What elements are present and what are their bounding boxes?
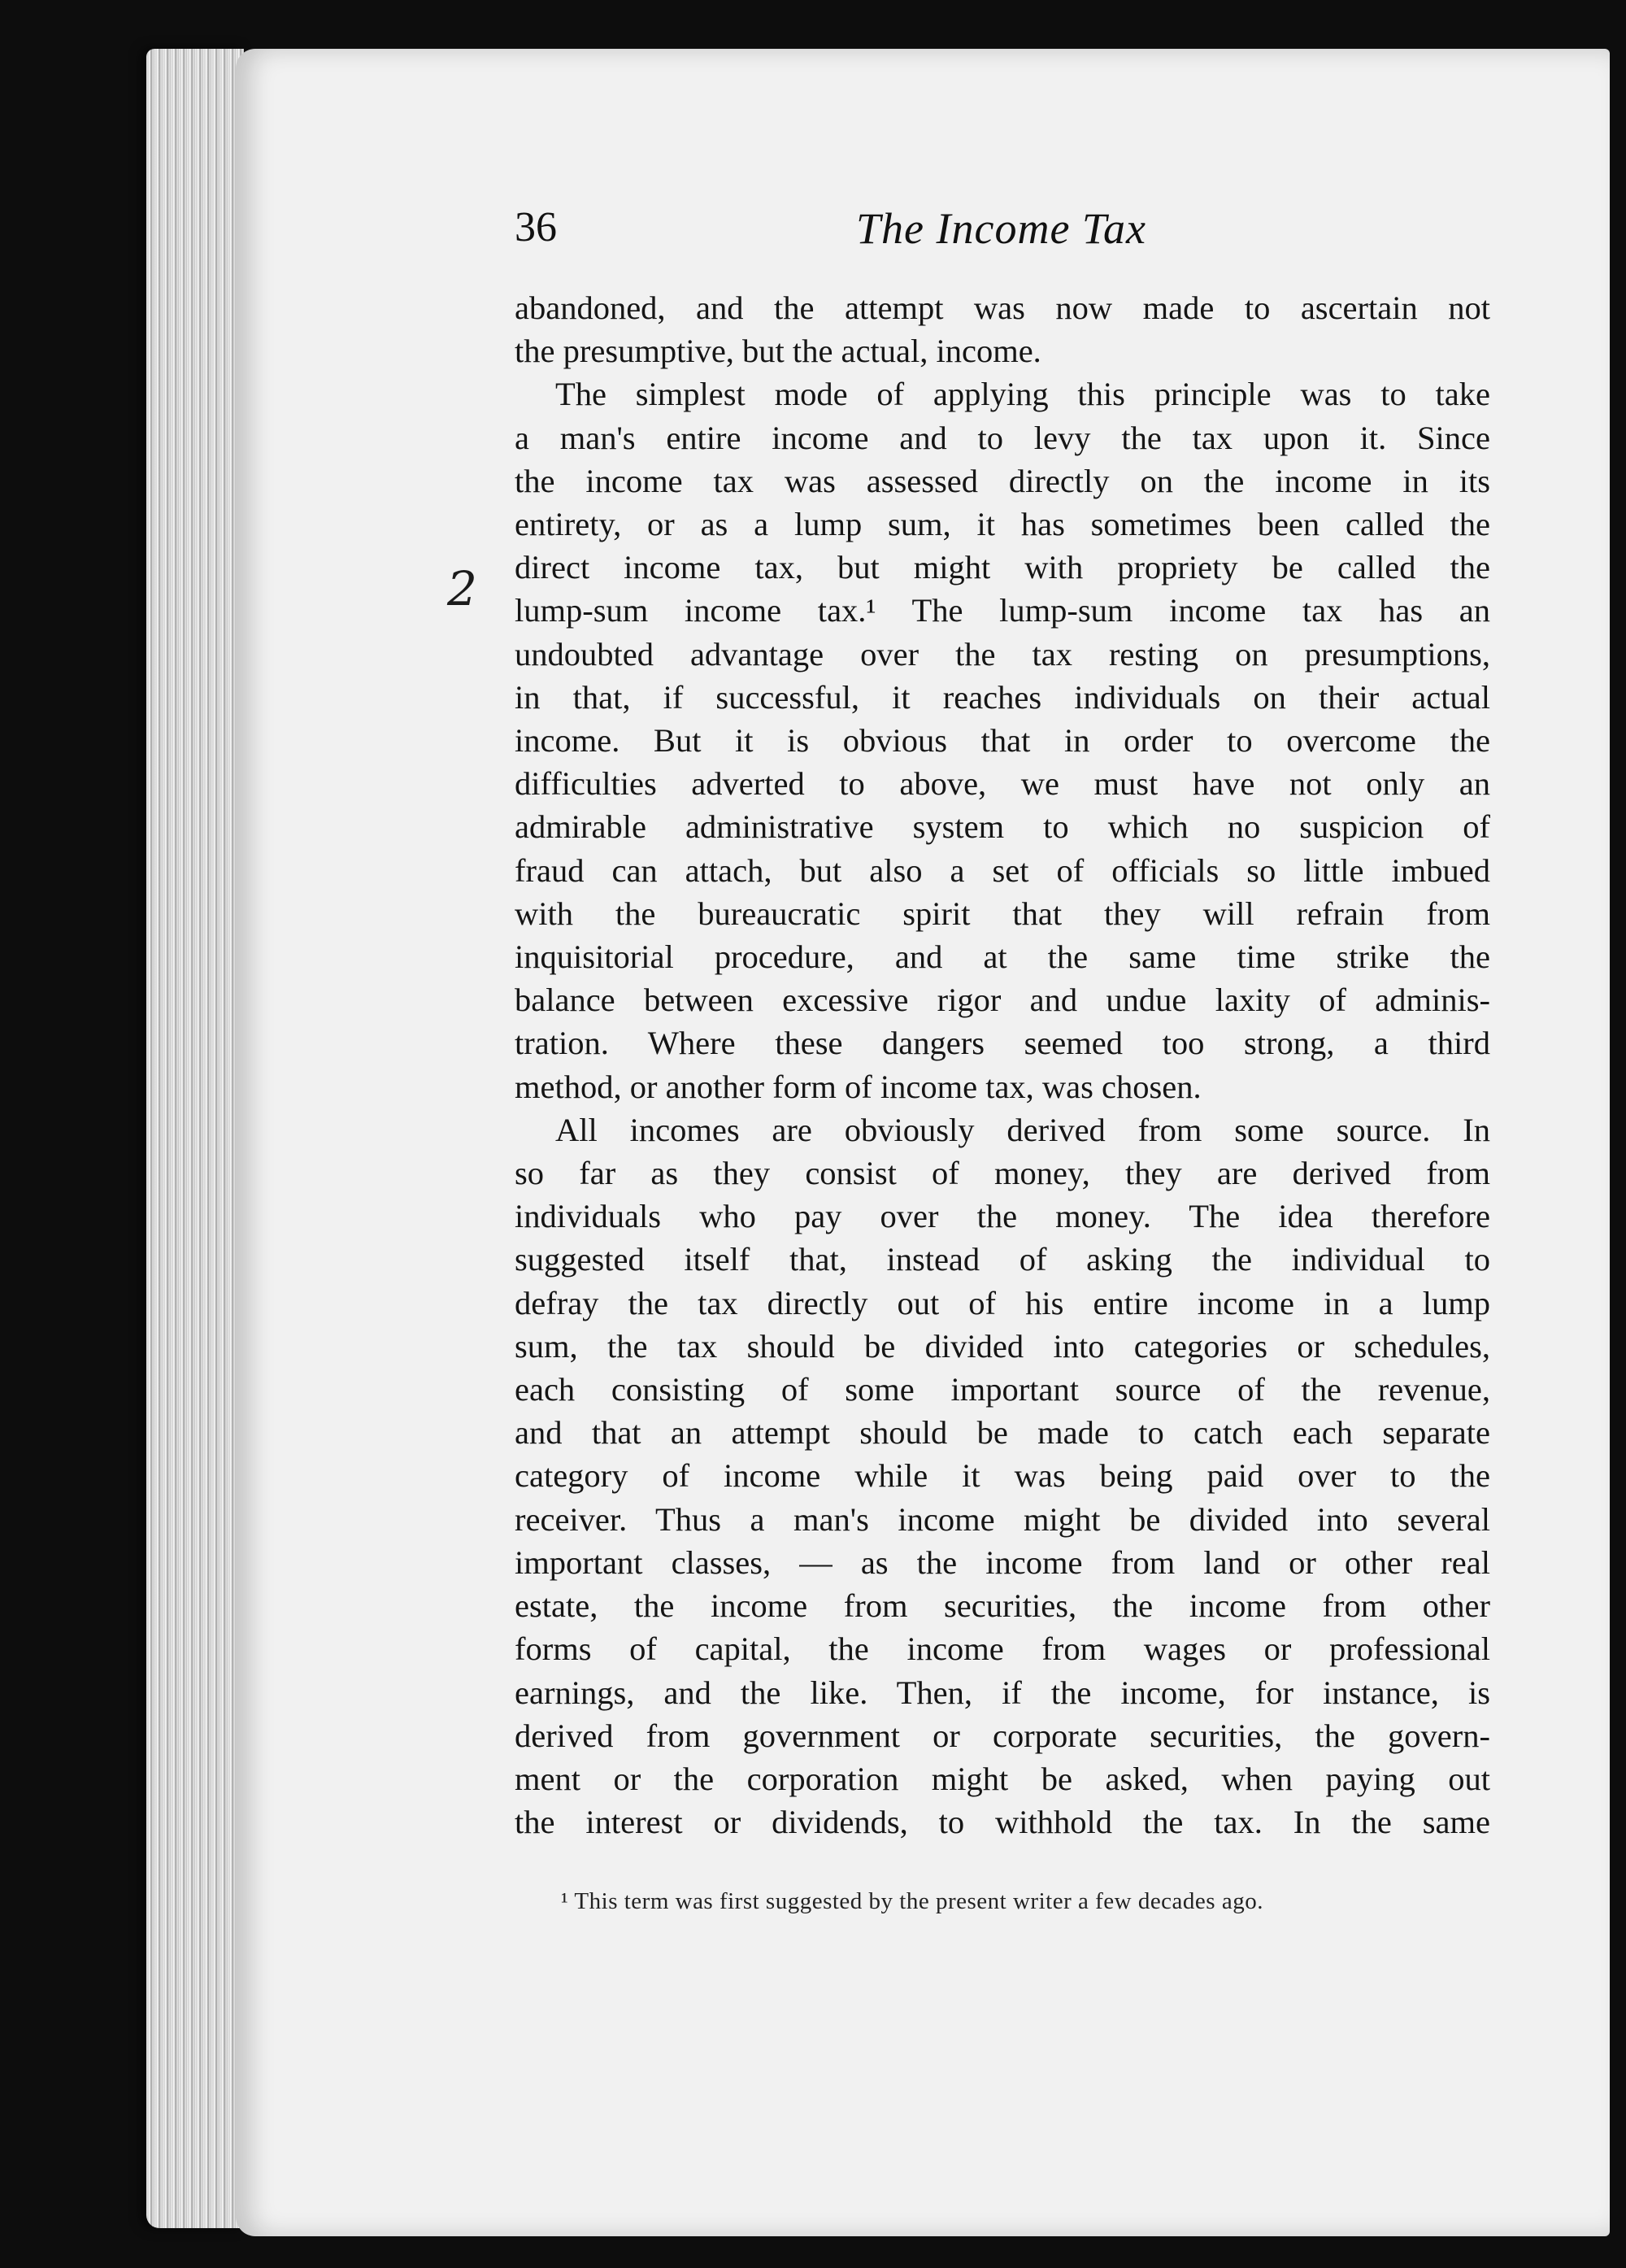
text-line: fraud can attach, but also a set of officials so little imbued [515,851,1490,889]
text-line: important classes, — as the income from land or other real [515,1543,1490,1581]
text-line: each consisting of some important source of the revenue, [515,1371,1490,1408]
text-line: inquisitorial procedure, and at the same time strike the [515,938,1490,976]
book-page-edges [146,49,244,2228]
text-line: difficulties adverted to above, we must have not only an [515,765,1490,803]
text-line: ment or the corporation might be asked, when paying out [515,1760,1490,1797]
text-line: and that an attempt should be made to catch each separate [515,1414,1490,1452]
text-line: the income tax was assessed directly on the income in its [515,462,1490,499]
text-line: the presumptive, but the actual, income. [515,333,1041,370]
text-line: direct income tax, but might with propriety be called the [515,549,1490,586]
page-header [515,203,1490,268]
text-line: estate, the income from securities, the income from other [515,1587,1490,1625]
text-line: so far as they consist of money, they are derived from [515,1155,1490,1192]
text-line: receiver. Thus a man's income might be divided into several [515,1500,1490,1538]
text-line: balance between excessive rigor and undue laxity of adminis- [515,982,1490,1019]
text-line: admirable administrative system to which no suspicion of [515,808,1490,846]
text-line: sum, the tax should be divided into categories or schedules, [515,1327,1490,1365]
text-line: a man's entire income and to levy the tax upon it. Since [515,419,1490,456]
footnote: ¹ This term was first suggested by the present writer a few decades ago. [561,1888,1263,1914]
text-line: derived from government or corporate securities, the govern- [515,1717,1490,1754]
text-line: forms of capital, the income from wages or professional [515,1630,1490,1668]
text-line: earnings, and the like. Then, if the income, for instance, is [515,1674,1490,1711]
text-line: suggested itself that, instead of asking the individual to [515,1241,1490,1278]
running-head: The Income Tax [856,204,1146,253]
page-number: 36 [515,204,557,250]
text-line: abandoned, and the attempt was now made to ascertain not [515,289,1490,326]
handwritten-margin-note: 2 [447,561,477,616]
text-line: method, or another form of income tax, was chosen. [515,1068,1202,1105]
body-text [515,286,1490,1844]
text-line: with the bureaucratic spirit that they will refrain from [515,895,1490,932]
text-line: individuals who pay over the money. The idea therefore [515,1198,1490,1235]
text-line: The simplest mode of applying this principle was to take [555,376,1490,413]
text-line: lump-sum income tax.¹ The lump-sum income tax has an [515,592,1490,629]
text-line: the interest or dividends, to withhold the tax. In the same [515,1804,1490,1841]
text-line: defray the tax directly out of his entire income in a lump [515,1284,1490,1321]
text-line: tration. Where these dangers seemed too strong, a third [515,1025,1490,1062]
text-line: income. But it is obvious that in order to overcome the [515,722,1490,760]
text-line: category of income while it was being paid over to the [515,1457,1490,1495]
text-line: entirety, or as a lump sum, it has sometimes been called the [515,506,1490,543]
text-line: in that, if successful, it reaches individuals on their actual [515,678,1490,716]
text-line: undoubted advantage over the tax resting on presumptions, [515,635,1490,673]
text-line: All incomes are obviously derived from some source. In [555,1111,1490,1148]
